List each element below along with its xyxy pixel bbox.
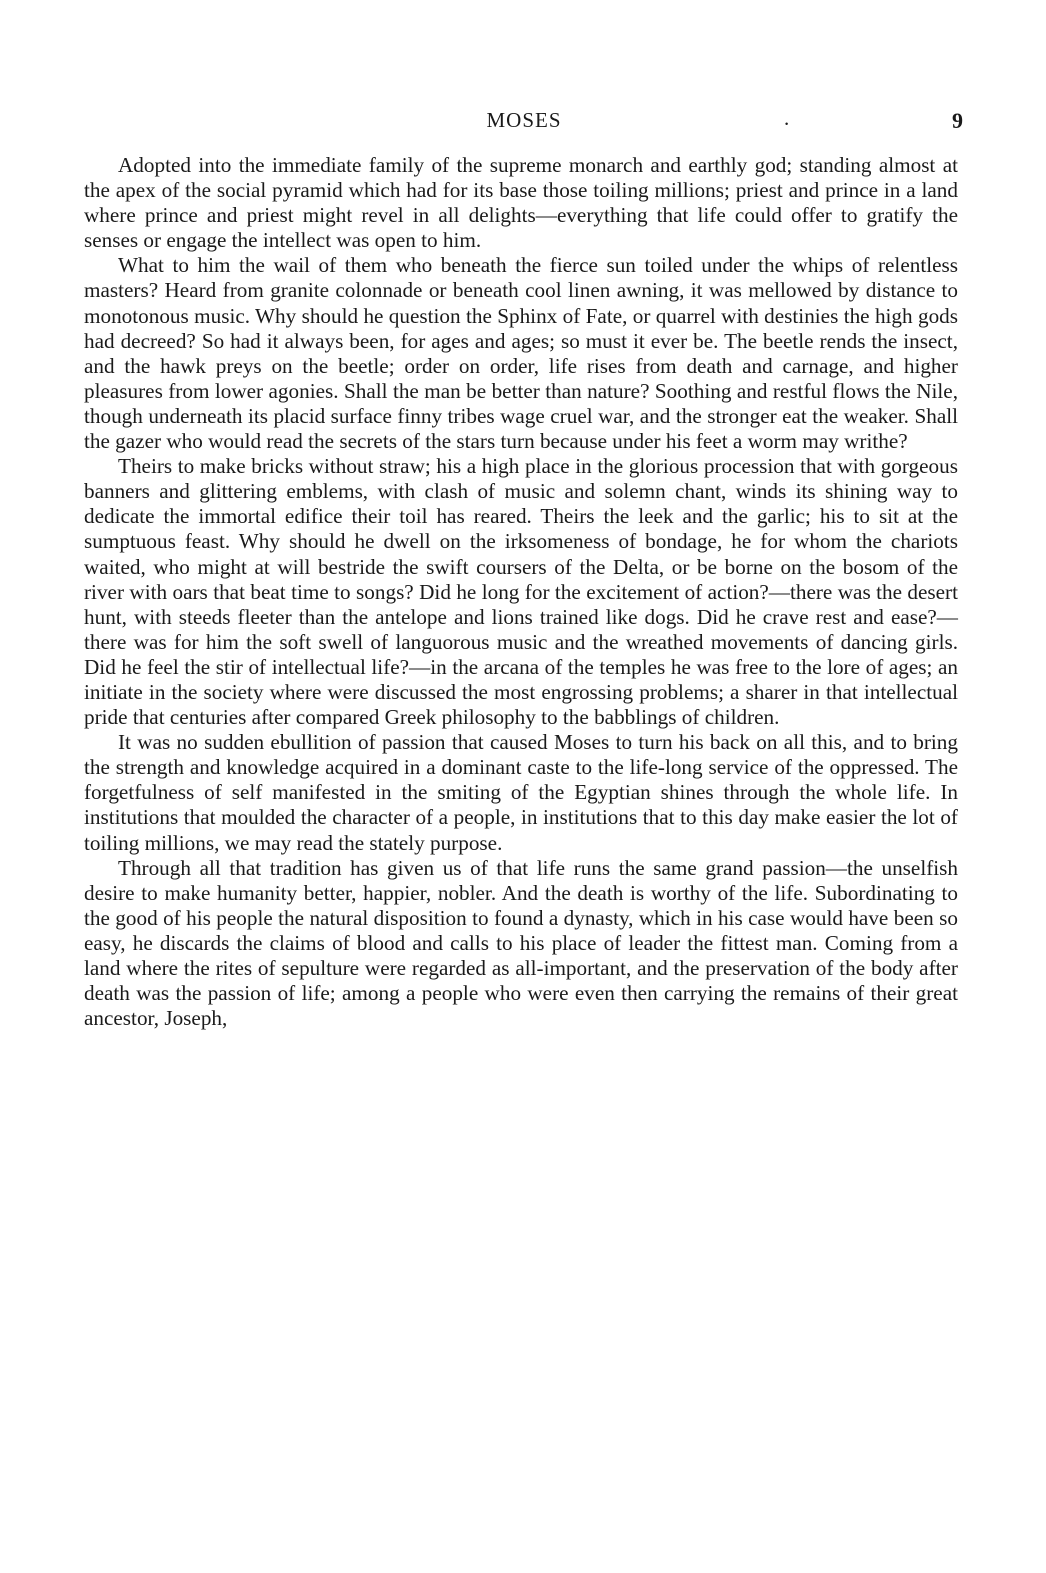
paragraph: Adopted into the immediate family of the supreme monarch and earthly god; standing almost at the apex of the social pyramid which had for its base those toiling millions; priest and prince in a land where prince and priest might revel in all delights—everything that life could offer to gratify the senses or engage the intellect was open to him. [84, 153, 958, 253]
paragraph: It was no sudden ebullition of passion that caused Moses to turn his back on all this, and to bring the strength and knowledge acquired in a dominant caste to the life-long service of the oppressed. The forgetfulness of self manifested in the smiting of the Egyptian shines through the whole life. In institutions that moulded the character of a people, in institutions that to this day make easier the lot of toiling millions, we may read the stately purpose. [84, 730, 958, 855]
page-number: 9 [952, 108, 964, 133]
header-separator: . [784, 106, 791, 130]
paragraph: Theirs to make bricks without straw; his a high place in the glorious procession that with gorgeous banners and glittering emblems, with clash of music and solemn chant, winds its shining way to dedicate the immortal edifice their toil has reared. Theirs the leek and the garlic; his to sit at the sumptuous feast. Why should he dwell on the irksomeness of bondage, he for whom the chariots waited, who might at will bestride the swift coursers of the Delta, or be borne on the bosom of the river with oars that beat time to songs? Did he long for the excitement of action?—there was the desert hunt, with steeds fleeter than the antelope and lions trained like dogs. Did he crave rest and ease?—there was for him the soft swell of languorous music and the wreathed movements of dancing girls. Did he feel the stir of intellectual life?—in the arcana of the temples he was free to the lore of ages; an initiate in the society where were discussed the most engrossing problems; a sharer in that intellectual pride that centuries after compared Greek philosophy to the babblings of children. [84, 454, 958, 730]
body-text [84, 153, 958, 1031]
running-title: MOSES [486, 108, 562, 132]
paragraph: What to him the wail of them who beneath the fierce sun toiled under the whips of relentless masters? Heard from granite colonnade or beneath cool linen awning, it was mellowed by distance to monotonous music. Why should he question the Sphinx of Fate, or quarrel with destinies the high gods had decreed? So had it always been, for ages and ages; so must it ever be. The beetle rends the insect, and the hawk preys on the beetle; order on order, life rises from death and carnage, and higher pleasures from lower agonies. Shall the man be better than nature? Soothing and restful flows the Nile, though underneath its placid surface finny tribes wage cruel war, and the stronger eat the weaker. Shall the gazer who would read the secrets of the stars turn because under his feet a worm may writhe? [84, 253, 958, 454]
paragraph: Through all that tradition has given us of that life runs the same grand passion—the unselfish desire to make humanity better, happier, nobler. And the death is worthy of the life. Subordinating to the good of his people the natural disposition to found a dynasty, which in his case would have been so easy, he discards the claims of blood and calls to his place of leader the fittest man. Coming from a land where the rites of sepulture were regarded as all-important, and the preservation of the body after death was the passion of life; among a people who were even then carrying the remains of their great ancestor, Joseph, [84, 855, 958, 1031]
page-header [84, 108, 964, 140]
